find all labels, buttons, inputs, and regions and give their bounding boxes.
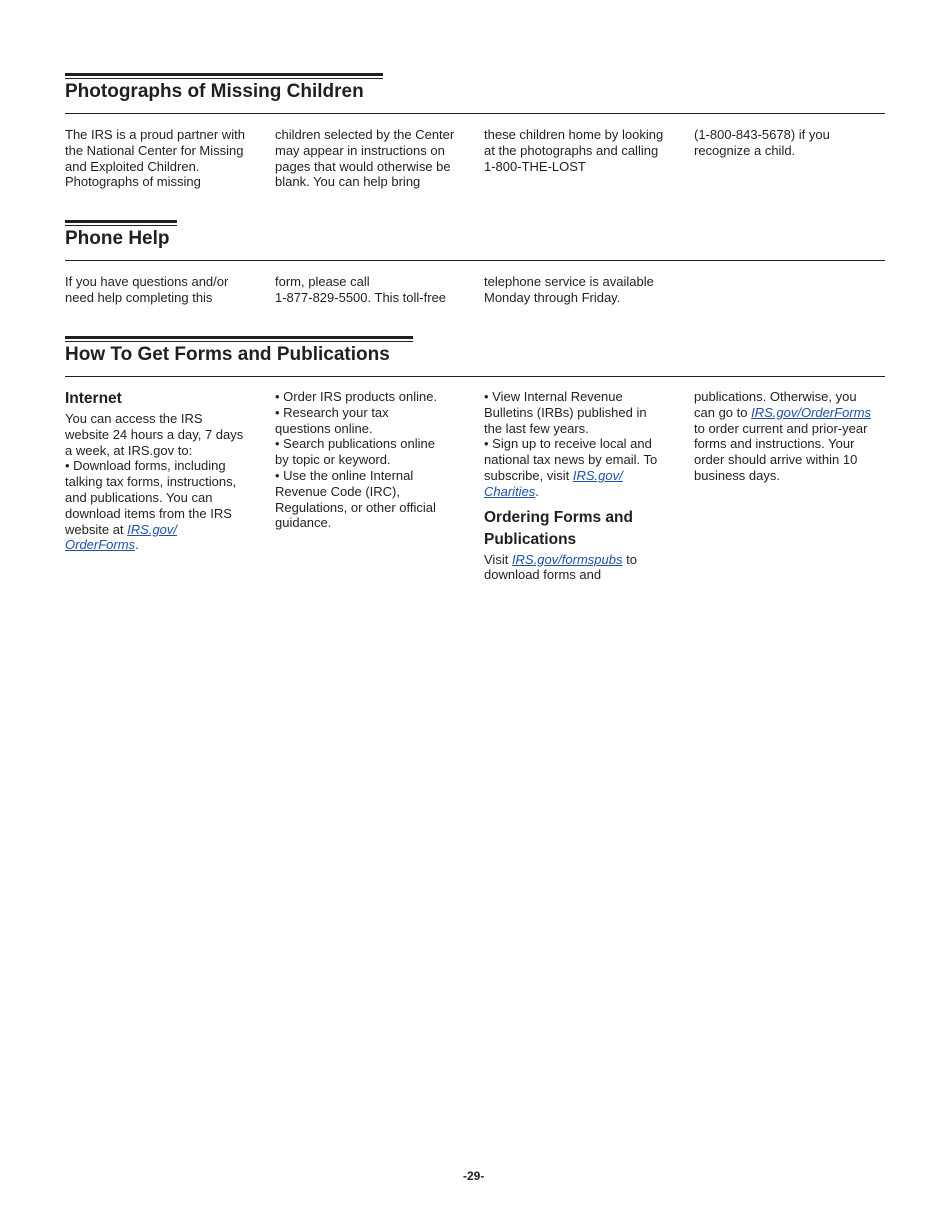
text-line xyxy=(65,427,265,443)
text-segment: business days. xyxy=(694,467,780,483)
text-segment: • Use the online Internal xyxy=(275,467,414,483)
text-column xyxy=(65,274,265,306)
text-segment: by topic or keyword. xyxy=(275,452,391,468)
section-rule-thin xyxy=(65,78,383,79)
link[interactable]: IRS.gov/ xyxy=(127,521,178,537)
text-segment: children selected by the Center xyxy=(275,127,455,142)
link[interactable]: IRS.gov/OrderForms xyxy=(751,404,872,420)
text-segment: the National Center for Missing xyxy=(65,142,244,158)
text-line xyxy=(275,274,475,290)
text-line xyxy=(484,421,684,437)
text-segment: download items from the IRS xyxy=(65,505,232,521)
text-line xyxy=(694,389,894,405)
text-line xyxy=(65,506,265,522)
text-segment: and Exploited Children. xyxy=(65,158,200,174)
text-line xyxy=(65,411,265,427)
text-line xyxy=(275,515,475,531)
text-line xyxy=(694,405,894,421)
text-line xyxy=(275,452,475,468)
link[interactable]: IRS.gov/formspubs xyxy=(511,551,623,567)
text-segment: download forms and xyxy=(484,567,602,583)
text-segment: questions online. xyxy=(275,420,373,436)
text-line xyxy=(275,389,475,405)
text-segment: • Sign up to receive local and xyxy=(484,436,652,452)
text-segment: . xyxy=(535,483,539,499)
section-title-forms-publications: How To Get Forms and Publications xyxy=(65,344,390,365)
text-segment: subscribe, visit xyxy=(484,467,573,483)
text-segment: • Download forms, including xyxy=(65,458,226,474)
text-segment: publications. Otherwise, you xyxy=(694,389,857,404)
text-segment: You can access the IRS xyxy=(65,411,203,426)
text-segment: recognize a child. xyxy=(694,142,796,158)
text-segment: can go to xyxy=(694,404,752,420)
text-line xyxy=(484,274,684,290)
text-segment: to order current and prior-year xyxy=(694,420,868,436)
text-line xyxy=(275,500,475,516)
text-line xyxy=(484,567,684,583)
text-segment: forms and instructions. Your xyxy=(694,436,855,452)
text-column xyxy=(484,389,684,583)
text-column xyxy=(65,389,265,553)
text-line xyxy=(65,127,265,143)
text-segment: Visit xyxy=(484,551,512,567)
section-divider xyxy=(65,113,885,114)
text-segment: • Order IRS products online. xyxy=(275,389,438,404)
text-segment: • Search publications online xyxy=(275,436,435,452)
text-segment: 1-877-829-5500. This toll-free xyxy=(275,289,447,305)
text-segment: Revenue Code (IRC), xyxy=(275,483,400,499)
text-segment: The IRS is a proud partner with xyxy=(65,127,245,142)
text-line xyxy=(275,484,475,500)
text-line xyxy=(65,537,265,553)
text-line xyxy=(484,159,684,175)
text-segment: Monday through Friday. xyxy=(484,289,621,305)
text-column xyxy=(275,274,475,306)
link[interactable]: Charities xyxy=(484,483,536,499)
text-segment: 1-800-THE-LOST xyxy=(484,158,586,174)
text-segment: Regulations, or other official xyxy=(275,499,436,515)
text-line xyxy=(65,474,265,490)
text-line xyxy=(65,458,265,474)
text-line xyxy=(694,421,894,437)
text-line xyxy=(65,159,265,175)
text-column xyxy=(275,127,475,190)
text-segment: form, please call xyxy=(275,274,370,289)
text-line xyxy=(65,143,265,159)
text-segment: (1-800-843-5678) if you xyxy=(694,127,830,142)
text-segment: need help completing this xyxy=(65,289,213,305)
text-column xyxy=(484,127,684,174)
section-rule-thin xyxy=(65,225,177,226)
section-divider xyxy=(65,376,885,377)
text-segment: and publications. You can xyxy=(65,489,213,505)
text-segment: these children home by looking xyxy=(484,127,664,142)
text-line xyxy=(275,127,475,143)
text-segment: telephone service is available xyxy=(484,274,654,289)
text-segment: to xyxy=(622,551,637,567)
page-number: -29- xyxy=(463,1169,485,1183)
text-line xyxy=(65,443,265,459)
text-line xyxy=(694,127,894,143)
section-rule-thick xyxy=(65,336,413,339)
text-line xyxy=(694,452,894,468)
text-segment: pages that would otherwise be xyxy=(275,158,451,174)
text-line xyxy=(484,389,684,405)
text-line xyxy=(484,290,684,306)
text-line xyxy=(275,468,475,484)
section-divider xyxy=(65,260,885,261)
text-line xyxy=(275,290,475,306)
text-line xyxy=(65,290,265,306)
section-rule-thick xyxy=(65,220,177,223)
text-line xyxy=(484,452,684,468)
text-segment: blank. You can help bring xyxy=(275,174,421,190)
text-column xyxy=(65,127,265,190)
text-segment: a week, at IRS.gov to: xyxy=(65,442,193,458)
text-line xyxy=(275,174,475,190)
text-segment: national tax news by email. To xyxy=(484,452,658,468)
text-line xyxy=(484,143,684,159)
link[interactable]: OrderForms xyxy=(65,537,136,553)
text-line xyxy=(275,436,475,452)
text-column xyxy=(484,274,684,306)
text-column xyxy=(275,389,475,531)
text-column xyxy=(694,389,894,484)
text-line xyxy=(484,468,684,484)
text-segment: If you have questions and/or xyxy=(65,274,229,289)
text-segment: talking tax forms, instructions, xyxy=(65,474,237,490)
text-line xyxy=(694,468,894,484)
link[interactable]: IRS.gov/ xyxy=(572,467,623,483)
text-segment: at the photographs and calling xyxy=(484,142,659,158)
text-line xyxy=(694,143,894,159)
text-line xyxy=(275,421,475,437)
text-line xyxy=(484,484,684,500)
subheading: Internet xyxy=(65,390,122,407)
text-segment: Photographs of missing xyxy=(65,174,201,190)
section-rule-thick xyxy=(65,73,383,76)
text-segment: • View Internal Revenue xyxy=(484,389,623,404)
text-line xyxy=(65,174,265,190)
text-segment: Bulletins (IRBs) published in xyxy=(484,404,647,420)
text-segment: order should arrive within 10 xyxy=(694,452,858,468)
text-segment: website 24 hours a day, 7 days xyxy=(65,426,244,442)
text-line xyxy=(275,143,475,159)
text-segment: . xyxy=(135,537,139,553)
text-segment: website at xyxy=(65,521,128,537)
text-line xyxy=(65,490,265,506)
text-line xyxy=(275,159,475,175)
section-title-missing-children: Photographs of Missing Children xyxy=(65,81,364,102)
text-line xyxy=(484,127,684,143)
text-line xyxy=(484,405,684,421)
text-line xyxy=(65,522,265,538)
section-rule-thin xyxy=(65,341,413,342)
text-segment: guidance. xyxy=(275,515,332,531)
text-line xyxy=(275,405,475,421)
text-line xyxy=(65,274,265,290)
text-column xyxy=(694,127,894,159)
text-line xyxy=(484,436,684,452)
subheading: Ordering Forms and xyxy=(484,508,633,526)
subheading: Publications xyxy=(484,530,577,548)
text-line xyxy=(484,552,684,568)
text-line xyxy=(694,436,894,452)
section-title-phone-help: Phone Help xyxy=(65,228,170,249)
text-segment: may appear in instructions on xyxy=(275,142,445,158)
text-segment: the last few years. xyxy=(484,420,589,436)
text-segment: • Research your tax xyxy=(275,404,389,420)
